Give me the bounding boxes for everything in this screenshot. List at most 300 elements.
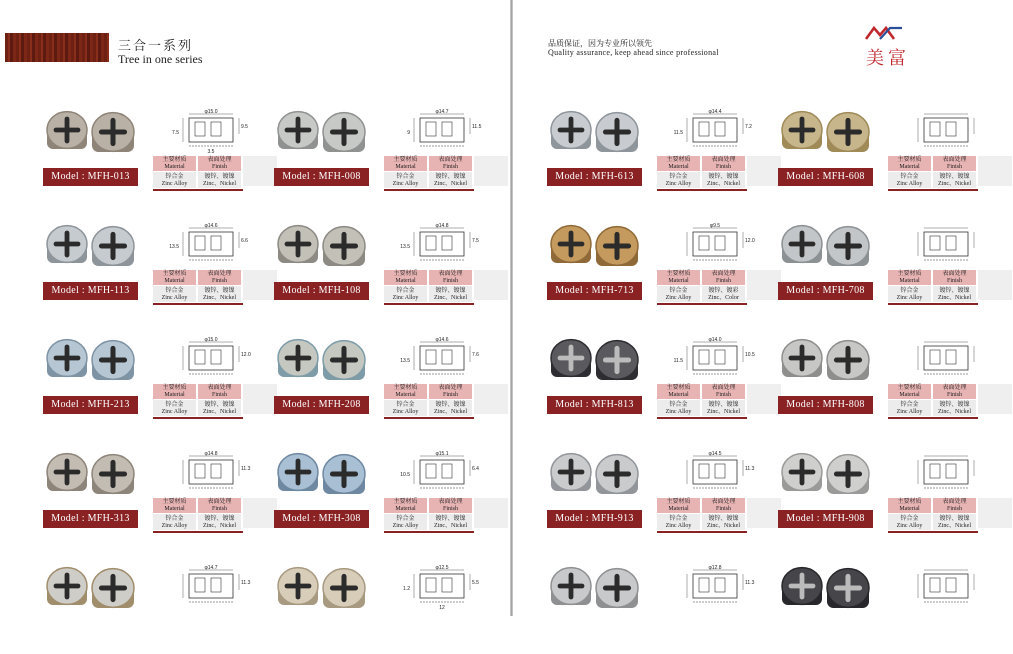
alloy-en: Zinc Alloy (392, 295, 419, 301)
spec-table (657, 156, 747, 191)
cam-fitting-icon (596, 113, 638, 152)
alloy-zh: 锌合金 (669, 288, 688, 294)
dimension-drawing (894, 110, 1006, 154)
technical-drawing (390, 224, 502, 268)
finish-value-en: Zinc、Nickel (938, 409, 971, 415)
technical-drawing (894, 566, 1006, 610)
finish-value-en: Zinc、Nickel (203, 523, 236, 529)
cam-fitting-icon (47, 340, 87, 377)
finish-value-zh: 镀锌、镀镍 (939, 288, 970, 294)
cam-fittings-photo (43, 108, 138, 168)
spec-underline (657, 417, 747, 419)
finish-value-zh: 镀锌、镀彩 (708, 288, 739, 294)
dimension-label: 9 (407, 130, 410, 136)
finish-value (429, 400, 472, 416)
finish-zh: 表面处理 (942, 271, 967, 277)
alloy-en: Zinc Alloy (665, 295, 692, 301)
cam-fitting-icon (47, 226, 87, 263)
spec-value-row (153, 171, 243, 188)
spec-table (888, 270, 978, 305)
product-card (274, 450, 509, 540)
cam-fittings-photo (778, 564, 873, 624)
finish-value-en: Zinc、Nickel (938, 295, 971, 301)
finish-value (198, 400, 241, 416)
finish-header (429, 498, 472, 513)
product-photo (778, 450, 873, 510)
spec-value-row (384, 285, 474, 302)
finish-value-en: Zinc、Nickel (434, 409, 467, 415)
spec-underline (657, 189, 747, 191)
cam-fitting-icon (596, 227, 638, 266)
product-card (274, 564, 509, 654)
dimension-label: φ15.0 (204, 109, 218, 115)
material-en: Material (164, 278, 185, 284)
alloy-en: Zinc Alloy (665, 523, 692, 529)
cam-fittings-photo (547, 564, 642, 624)
product-card (274, 222, 509, 312)
dimension-drawing (390, 110, 502, 154)
finish-value-zh: 镀锌、镀镍 (939, 174, 970, 180)
finish-header (429, 156, 472, 171)
product-card (778, 450, 1013, 540)
alloy-zh: 锌合金 (396, 516, 415, 522)
technical-drawing (159, 452, 271, 496)
material-en: Material (395, 278, 416, 284)
cam-fitting-icon (551, 454, 591, 491)
alloy-zh: 锌合金 (165, 516, 184, 522)
dimension-label: 11.5 (472, 124, 482, 130)
finish-zh: 表面处理 (942, 157, 967, 163)
technical-drawing (894, 110, 1006, 154)
cam-fittings-photo (274, 336, 369, 396)
cam-fitting-icon (278, 112, 318, 149)
material-en: Material (668, 506, 689, 512)
finish-en: Finish (946, 278, 962, 284)
material-value (657, 172, 700, 188)
finish-en: Finish (946, 164, 962, 170)
finish-value-en: Zinc、Nickel (938, 181, 971, 187)
material-header (153, 498, 196, 513)
material-header (153, 156, 196, 171)
dimension-label: 13.5 (400, 358, 410, 364)
finish-zh: 表面处理 (942, 499, 967, 505)
finish-value (933, 400, 976, 416)
dimension-drawing (894, 224, 1006, 268)
spec-value-row (657, 513, 747, 530)
cam-fitting-icon (92, 113, 134, 152)
finish-zh: 表面处理 (438, 271, 463, 277)
product-photo (778, 108, 873, 168)
material-zh: 主要材质 (666, 385, 691, 391)
page-spine (510, 0, 513, 616)
finish-header (429, 270, 472, 285)
product-card (274, 108, 509, 198)
finish-value-zh: 镀锌、镀镍 (435, 288, 466, 294)
technical-drawing (390, 452, 502, 496)
technical-drawing (663, 566, 775, 610)
spec-underline (888, 417, 978, 419)
brand-logo (862, 26, 910, 70)
model-label: Model : MFH-708 (778, 282, 873, 300)
model-label: Model : MFH-908 (778, 510, 873, 528)
material-zh: 主要材质 (666, 271, 691, 277)
finish-header (429, 384, 472, 399)
material-zh: 主要材质 (666, 157, 691, 163)
material-header (888, 270, 931, 285)
spec-header-row (657, 156, 747, 171)
spec-table (888, 384, 978, 419)
model-label: Model : MFH-213 (43, 396, 138, 414)
material-zh: 主要材质 (897, 499, 922, 505)
dimension-drawing (894, 338, 1006, 382)
cam-fitting-icon (323, 569, 365, 608)
dimension-label: φ14.7 (204, 565, 218, 571)
material-header (888, 498, 931, 513)
cam-fittings-photo (274, 450, 369, 510)
cam-fitting-icon (551, 226, 591, 263)
material-header (657, 156, 700, 171)
finish-value-zh: 镀锌、镀镍 (435, 516, 466, 522)
spec-side-panel (747, 384, 781, 414)
technical-drawing (159, 224, 271, 268)
dimension-drawing (390, 452, 502, 496)
material-value (888, 286, 931, 302)
material-value (657, 400, 700, 416)
spec-header-row (888, 498, 978, 513)
finish-value-zh: 镀锌、镀镍 (204, 288, 235, 294)
finish-zh: 表面处理 (207, 271, 232, 277)
spec-value-row (888, 399, 978, 416)
dimension-drawing (390, 566, 502, 610)
cam-fitting-icon (827, 227, 869, 266)
spec-underline (888, 303, 978, 305)
finish-en: Finish (715, 164, 731, 170)
material-zh: 主要材质 (393, 271, 418, 277)
spec-table (153, 270, 243, 305)
alloy-zh: 锌合金 (396, 288, 415, 294)
dimension-label: φ15.0 (204, 337, 218, 343)
material-zh: 主要材质 (666, 499, 691, 505)
finish-value-zh: 镀锌、镀镍 (708, 174, 739, 180)
material-value (384, 286, 427, 302)
cam-fitting-icon (323, 113, 365, 152)
finish-value-en: Zinc、Nickel (938, 523, 971, 529)
material-en: Material (668, 392, 689, 398)
dimension-label: φ14.7 (435, 109, 449, 115)
technical-drawing (894, 452, 1006, 496)
alloy-en: Zinc Alloy (665, 409, 692, 415)
product-card (778, 336, 1013, 426)
dimension-label: 13.5 (169, 244, 179, 250)
dimension-label: 7.6 (472, 352, 479, 358)
finish-zh: 表面处理 (711, 385, 736, 391)
product-photo (274, 564, 369, 624)
dimension-label: 13.5 (400, 244, 410, 250)
product-photo (43, 108, 138, 168)
cam-fittings-photo (547, 222, 642, 282)
alloy-en: Zinc Alloy (392, 409, 419, 415)
alloy-en: Zinc Alloy (665, 181, 692, 187)
dimension-drawing (894, 566, 1006, 610)
dimension-drawing (390, 338, 502, 382)
cam-fitting-icon (827, 341, 869, 380)
slogan-zh: 品质保证，因为专业所以领先 (548, 39, 652, 48)
dimension-label: 6.4 (472, 466, 479, 472)
cam-fittings-photo (43, 564, 138, 624)
product-photo (43, 450, 138, 510)
product-photo (778, 222, 873, 282)
cam-fitting-icon (827, 113, 869, 152)
material-zh: 主要材质 (897, 385, 922, 391)
logo-mark-icon (866, 26, 902, 40)
spec-side-panel (747, 498, 781, 528)
technical-drawing (159, 338, 271, 382)
material-en: Material (395, 392, 416, 398)
spec-underline (888, 189, 978, 191)
spec-underline (888, 531, 978, 533)
brand-text: 美富 (866, 48, 910, 69)
material-en: Material (899, 392, 920, 398)
cam-fittings-photo (778, 108, 873, 168)
cam-fittings-photo (778, 222, 873, 282)
cam-fitting-icon (323, 341, 365, 380)
alloy-zh: 锌合金 (900, 288, 919, 294)
alloy-zh: 锌合金 (165, 174, 184, 180)
product-photo (547, 336, 642, 396)
cam-fitting-icon (827, 569, 869, 608)
spec-underline (153, 417, 243, 419)
alloy-en: Zinc Alloy (161, 295, 188, 301)
finish-value-zh: 镀锌、镀镍 (939, 516, 970, 522)
series-title-zh: 三合一系列 (118, 38, 194, 53)
model-label: Model : MFH-613 (547, 168, 642, 186)
finish-zh: 表面处理 (711, 499, 736, 505)
model-label: Model : MFH-008 (274, 168, 369, 186)
spec-underline (657, 303, 747, 305)
finish-value-en: Zinc、Color (708, 295, 739, 301)
finish-value-en: Zinc、Nickel (203, 181, 236, 187)
cam-fitting-icon (47, 568, 87, 605)
spec-header-row (153, 498, 243, 513)
product-card (274, 336, 509, 426)
spec-table (153, 384, 243, 419)
finish-value-zh: 镀锌、镀镍 (435, 402, 466, 408)
dimension-label: φ14.5 (708, 451, 722, 457)
technical-drawing (894, 224, 1006, 268)
spec-table (657, 270, 747, 305)
cam-fitting-icon (278, 454, 318, 491)
product-card (43, 336, 278, 426)
dimension-label: 12.0 (241, 352, 251, 358)
alloy-en: Zinc Alloy (392, 523, 419, 529)
finish-en: Finish (442, 164, 458, 170)
spec-header-row (888, 270, 978, 285)
dimension-label: 12.0 (745, 238, 755, 244)
cam-fittings-photo (547, 108, 642, 168)
finish-value-en: Zinc、Nickel (434, 295, 467, 301)
finish-en: Finish (442, 392, 458, 398)
finish-zh: 表面处理 (711, 271, 736, 277)
cam-fitting-icon (323, 227, 365, 266)
product-card (778, 222, 1013, 312)
spec-value-row (153, 513, 243, 530)
spec-side-panel (474, 156, 508, 186)
spec-table (153, 156, 243, 191)
finish-value (198, 286, 241, 302)
material-en: Material (899, 506, 920, 512)
spec-value-row (384, 171, 474, 188)
dimension-label: φ14.6 (204, 223, 218, 229)
series-title-en: Tree in one series (118, 52, 203, 66)
dimension-drawing (894, 452, 1006, 496)
spec-value-row (657, 285, 747, 302)
cam-fitting-icon (551, 568, 591, 605)
finish-value (702, 400, 745, 416)
dimension-drawing (663, 224, 775, 268)
alloy-en: Zinc Alloy (392, 181, 419, 187)
material-value (384, 172, 427, 188)
material-value (384, 514, 427, 530)
cam-fittings-photo (547, 336, 642, 396)
spec-side-panel (243, 270, 277, 300)
material-value (888, 514, 931, 530)
spec-value-row (888, 285, 978, 302)
finish-en: Finish (442, 506, 458, 512)
finish-value-en: Zinc、Nickel (707, 181, 740, 187)
dimension-drawing (663, 338, 775, 382)
spec-header-row (384, 384, 474, 399)
alloy-zh: 锌合金 (396, 402, 415, 408)
spec-table (657, 498, 747, 533)
technical-drawing (894, 338, 1006, 382)
dimension-label: 1.2 (403, 586, 410, 592)
spec-table (888, 156, 978, 191)
cam-fittings-photo (274, 222, 369, 282)
product-card (547, 564, 782, 654)
finish-header (702, 270, 745, 285)
finish-zh: 表面处理 (711, 157, 736, 163)
finish-value-en: Zinc、Nickel (707, 409, 740, 415)
spec-table (384, 270, 474, 305)
material-en: Material (899, 278, 920, 284)
spec-table (657, 384, 747, 419)
cam-fitting-icon (596, 455, 638, 494)
material-zh: 主要材质 (897, 157, 922, 163)
material-en: Material (395, 164, 416, 170)
spec-table (153, 498, 243, 533)
dimension-drawing (159, 566, 271, 610)
finish-value (198, 514, 241, 530)
spec-side-panel (978, 384, 1012, 414)
material-value (153, 514, 196, 530)
cam-fitting-icon (278, 340, 318, 377)
finish-value (702, 286, 745, 302)
dimension-label: φ14.6 (435, 337, 449, 343)
spec-side-panel (747, 156, 781, 186)
cam-fitting-icon (596, 569, 638, 608)
material-header (384, 498, 427, 513)
spec-side-panel (474, 270, 508, 300)
product-card (778, 108, 1013, 198)
cam-fittings-photo (43, 222, 138, 282)
material-value (657, 514, 700, 530)
finish-value-en: Zinc、Nickel (434, 181, 467, 187)
cam-fitting-icon (782, 454, 822, 491)
spec-underline (153, 531, 243, 533)
product-photo (778, 564, 873, 624)
cam-fitting-icon (92, 227, 134, 266)
spec-side-panel (243, 156, 277, 186)
finish-value (933, 286, 976, 302)
cam-fittings-photo (778, 336, 873, 396)
cam-fittings-photo (778, 450, 873, 510)
model-label: Model : MFH-913 (547, 510, 642, 528)
product-card (547, 108, 782, 198)
spec-table (384, 498, 474, 533)
cam-fitting-icon (92, 569, 134, 608)
technical-drawing (663, 452, 775, 496)
spec-header-row (657, 384, 747, 399)
finish-header (198, 498, 241, 513)
material-header (657, 498, 700, 513)
model-label: Model : MFH-113 (43, 282, 138, 300)
spec-table (888, 498, 978, 533)
cam-fittings-photo (43, 450, 138, 510)
cam-fittings-photo (274, 564, 369, 624)
spec-value-row (657, 171, 747, 188)
product-photo (43, 564, 138, 624)
spec-value-row (153, 399, 243, 416)
spec-value-row (657, 399, 747, 416)
material-header (153, 384, 196, 399)
finish-zh: 表面处理 (942, 385, 967, 391)
material-zh: 主要材质 (162, 271, 187, 277)
dimension-drawing (663, 566, 775, 610)
model-label: Model : MFH-608 (778, 168, 873, 186)
product-card (43, 108, 278, 198)
dimension-label: 6.6 (241, 238, 248, 244)
alloy-zh: 锌合金 (396, 174, 415, 180)
alloy-zh: 锌合金 (669, 402, 688, 408)
material-header (384, 270, 427, 285)
slogan-en: Quality assurance, keep ahead since professional (548, 48, 719, 57)
spec-side-panel (978, 270, 1012, 300)
technical-drawing (390, 338, 502, 382)
material-header (384, 156, 427, 171)
alloy-en: Zinc Alloy (896, 295, 923, 301)
material-header (657, 384, 700, 399)
finish-value-zh: 镀锌、镀镍 (939, 402, 970, 408)
technical-drawing (390, 566, 502, 610)
cam-fitting-icon (278, 226, 318, 263)
spec-side-panel (978, 156, 1012, 186)
model-label: Model : MFH-208 (274, 396, 369, 414)
alloy-zh: 锌合金 (900, 402, 919, 408)
material-value (153, 172, 196, 188)
finish-value (429, 286, 472, 302)
dimension-label: 10.5 (745, 352, 755, 358)
dimension-label: φ14.0 (708, 337, 722, 343)
finish-header (198, 270, 241, 285)
finish-value (933, 172, 976, 188)
spec-header-row (657, 270, 747, 285)
material-en: Material (395, 506, 416, 512)
material-en: Material (164, 506, 185, 512)
product-photo (274, 336, 369, 396)
dimension-drawing (159, 338, 271, 382)
cam-fitting-icon (47, 112, 87, 149)
model-label: Model : MFH-313 (43, 510, 138, 528)
